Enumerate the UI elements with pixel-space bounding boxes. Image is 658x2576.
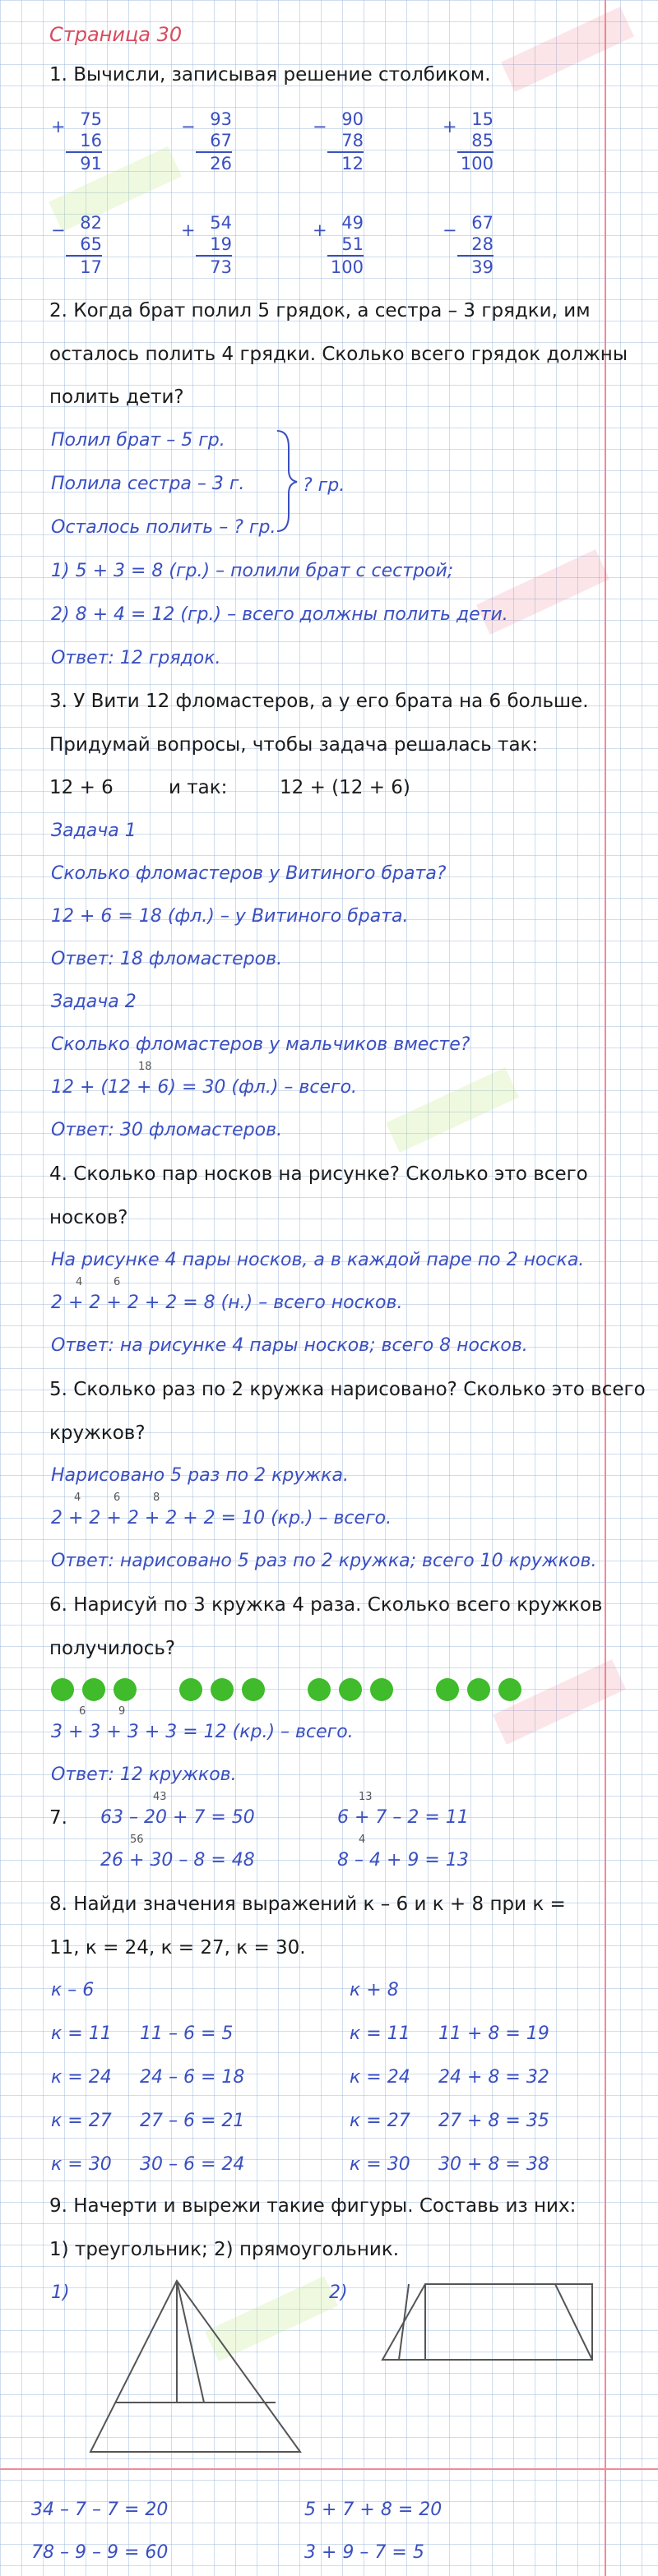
task8-line2: 11, к = 24, к = 27, к = 30.: [49, 1937, 306, 1959]
task8-right-k: к = 11: [350, 2023, 410, 2044]
green-circle: [436, 1678, 459, 1701]
task8-left-value: 30 – 6 = 24: [140, 2154, 245, 2175]
column-b: 85: [457, 130, 494, 153]
task3-line2: Придумай вопросы, чтобы задача решалась так:: [49, 734, 539, 756]
column-res: 26: [210, 154, 232, 173]
column-a: 49: [341, 213, 364, 233]
notebook-bottom-line: [0, 2468, 658, 2470]
column-a: 67: [471, 213, 494, 233]
column-a: 82: [80, 213, 102, 233]
task5-line1: 5. Сколько раз по 2 кружка нарисовано? Сколько это всего: [49, 1379, 646, 1400]
task9-fig2-label: 2): [329, 2282, 348, 2303]
column-b: 16: [66, 130, 102, 153]
task2-answer: Ответ: 12 грядок.: [51, 648, 221, 668]
column-calculation: [196, 109, 232, 174]
green-circle: [82, 1678, 105, 1701]
task8-left-k: к = 30: [51, 2154, 112, 2175]
watermark: [386, 1067, 519, 1153]
column-operator: +: [181, 220, 196, 240]
task4-line1: 4. Сколько пар носков на рисунке? Сколько это всего: [49, 1163, 588, 1185]
task3-z1-title: Задача 1: [51, 821, 137, 841]
task4-note2: 6: [114, 1276, 121, 1288]
task4-note1: 4: [76, 1276, 83, 1288]
task5-note1: 4: [74, 1491, 81, 1504]
task3-z2-note: 18: [138, 1061, 152, 1073]
task8-left-value: 27 – 6 = 21: [140, 2111, 245, 2131]
task5-line2: кружков?: [49, 1422, 146, 1444]
task2-solution2: 2) 8 + 4 = 12 (гр.) – всего должны полить дети.: [51, 604, 508, 625]
brace-icon: [276, 428, 300, 534]
column-b: 67: [196, 130, 232, 153]
green-circle: [51, 1678, 74, 1701]
column-operator: −: [181, 117, 196, 136]
column-a: 93: [210, 109, 232, 129]
green-circle: [498, 1678, 521, 1701]
column-res: 17: [80, 257, 102, 277]
task4-line-pairs: На рисунке 4 пары носков, а в каждой паре по 2 носка.: [51, 1250, 585, 1270]
task2-short3: Осталось полить – ? гр.: [51, 517, 276, 538]
column-operator: +: [313, 220, 327, 240]
task3-z1-answer: Ответ: 18 фломастеров.: [51, 949, 283, 969]
task8-right-value: 27 + 8 = 35: [438, 2111, 549, 2131]
column-a: 54: [210, 213, 232, 233]
task6-note2: 9: [118, 1705, 126, 1718]
task3-z2-answer: Ответ: 30 фломастеров.: [51, 1120, 283, 1140]
task3-z2-title: Задача 2: [51, 992, 137, 1012]
task8-left-value: 24 – 6 = 18: [140, 2067, 245, 2088]
task8-right-head: к + 8: [350, 1980, 399, 2000]
column-calculation: [327, 109, 364, 174]
column-b: 78: [327, 130, 364, 153]
column-operator: +: [51, 117, 66, 136]
column-res: 100: [330, 257, 364, 277]
green-circle: [308, 1678, 331, 1701]
green-circle: [339, 1678, 362, 1701]
column-calculation: [457, 212, 494, 278]
green-circle: [179, 1678, 202, 1701]
task3-z2-solution: 12 + (12 + 6) = 30 (фл.) – всего.: [51, 1077, 358, 1098]
column-a: 75: [80, 109, 102, 129]
column-operator: −: [313, 117, 327, 136]
task6-sum: 3 + 3 + 3 + 3 = 12 (кр.) – всего.: [51, 1722, 354, 1742]
column-operator: +: [443, 117, 457, 136]
task7-expr2: 26 + 30 – 8 = 48: [100, 1850, 255, 1871]
task7-note2: 56: [130, 1834, 144, 1846]
column-res: 39: [471, 257, 494, 277]
column-b: 51: [327, 234, 364, 257]
task3-expr1: 12 + 6: [49, 777, 114, 798]
task3-and-label: и так:: [169, 777, 228, 798]
column-b: 28: [457, 234, 494, 257]
green-circle: [211, 1678, 234, 1701]
task2-line1: 2. Когда брат полил 5 грядок, а сестра – 3 грядки, им: [49, 300, 591, 321]
task4-line2: носков?: [49, 1207, 128, 1228]
task7-note1: 43: [153, 1791, 167, 1803]
task2-short2: Полила сестра – 3 г.: [51, 474, 245, 494]
green-circle: [370, 1678, 393, 1701]
task5-sum: 2 + 2 + 2 + 2 + 2 = 10 (кр.) – всего.: [51, 1508, 392, 1528]
column-calculation: [66, 109, 102, 174]
task8-left-k: к = 24: [51, 2067, 112, 2088]
task7-expr4: 8 – 4 + 9 = 13: [337, 1850, 469, 1871]
task8-left-k: к = 11: [51, 2023, 112, 2044]
task8-left-k: к = 27: [51, 2111, 112, 2131]
bottom-expr2: 5 + 7 + 8 = 20: [304, 2500, 443, 2520]
task6-line2: получилось?: [49, 1638, 176, 1659]
task7-note3: 13: [359, 1791, 373, 1803]
bottom-expr4: 3 + 9 – 7 = 5: [304, 2542, 424, 2563]
task8-right-k: к = 27: [350, 2111, 410, 2131]
task7-label: 7.: [49, 1807, 67, 1829]
task2-brace-label: ? гр.: [303, 475, 345, 496]
page-title: Страница 30: [49, 23, 183, 46]
parallelogram-figure: [374, 2278, 596, 2368]
column-res: 91: [80, 154, 102, 173]
task8-right-k: к = 30: [350, 2154, 410, 2175]
task8-left-head: к – 6: [51, 1980, 95, 2000]
task8-right-value: 30 + 8 = 38: [438, 2154, 549, 2175]
bottom-expr3: 78 – 9 – 9 = 60: [31, 2542, 169, 2563]
task5-note3: 8: [153, 1491, 160, 1504]
task9-fig1-label: 1): [51, 2282, 70, 2303]
bottom-expr1: 34 – 7 – 7 = 20: [31, 2500, 169, 2520]
notebook-margin-line: [605, 0, 606, 2576]
column-a: 15: [471, 109, 494, 129]
task2-line2: осталось полить 4 грядки. Сколько всего грядок должны: [49, 344, 628, 365]
task7-expr1: 63 – 20 + 7 = 50: [100, 1807, 255, 1828]
column-a: 90: [341, 109, 364, 129]
triangle-figure: [82, 2278, 313, 2458]
column-operator: −: [51, 220, 66, 240]
task3-z1-question: Сколько фломастеров у Витиного брата?: [51, 863, 447, 884]
task3-z2-question: Сколько фломастеров у мальчиков вместе?: [51, 1034, 470, 1055]
task3-z1-solution: 12 + 6 = 18 (фл.) – у Витиного брата.: [51, 906, 409, 927]
task3-line1: 3. У Вити 12 фломастеров, а у его брата на 6 больше.: [49, 691, 589, 712]
task6-answer: Ответ: 12 кружков.: [51, 1764, 237, 1785]
task2-short1: Полил брат – 5 гр.: [51, 430, 225, 451]
task8-right-value: 11 + 8 = 19: [438, 2023, 549, 2044]
task5-note2: 6: [114, 1491, 121, 1504]
task6-note1: 6: [79, 1705, 86, 1718]
task8-right-value: 24 + 8 = 32: [438, 2067, 549, 2088]
column-b: 65: [66, 234, 102, 257]
task9-line2: 1) треугольник; 2) прямоугольник.: [49, 2239, 400, 2260]
task7-note4: 4: [359, 1834, 366, 1846]
column-calculation: [457, 109, 494, 174]
column-operator: −: [443, 220, 457, 240]
task5-answer: Ответ: нарисовано 5 раз по 2 кружка; всего 10 кружков.: [51, 1551, 597, 1571]
column-res: 73: [210, 257, 232, 277]
task8-line1: 8. Найди значения выражений к – 6 и к + 8 при к =: [49, 1894, 566, 1915]
column-calculation: [327, 212, 364, 278]
task8-left-value: 11 – 6 = 5: [140, 2023, 234, 2044]
task5-line-times: Нарисовано 5 раз по 2 кружка.: [51, 1465, 349, 1486]
task3-expr2: 12 + (12 + 6): [280, 777, 410, 798]
task2-line3: полить дети?: [49, 386, 184, 408]
column-calculation: [66, 212, 102, 278]
watermark: [501, 7, 634, 92]
task4-answer: Ответ: на рисунке 4 пары носков; всего 8 носков.: [51, 1335, 528, 1356]
task7-expr3: 6 + 7 – 2 = 11: [337, 1807, 469, 1828]
green-circle: [467, 1678, 490, 1701]
task8-right-k: к = 24: [350, 2067, 410, 2088]
column-b: 19: [196, 234, 232, 257]
green-circle: [242, 1678, 265, 1701]
green-circle: [114, 1678, 137, 1701]
task6-line1: 6. Нарисуй по 3 кружка 4 раза. Сколько всего кружков: [49, 1594, 603, 1616]
task4-sum: 2 + 2 + 2 + 2 = 8 (н.) – всего носков.: [51, 1293, 403, 1313]
column-res: 12: [341, 154, 364, 173]
task1-heading: 1. Вычисли, записывая решение столбиком.: [49, 64, 491, 86]
column-res: 100: [460, 154, 494, 173]
column-calculation: [196, 212, 232, 278]
task9-line1: 9. Начерти и вырежи такие фигуры. Составь из них:: [49, 2195, 577, 2217]
task2-solution1: 1) 5 + 3 = 8 (гр.) – полили брат с сестрой;: [51, 561, 454, 581]
